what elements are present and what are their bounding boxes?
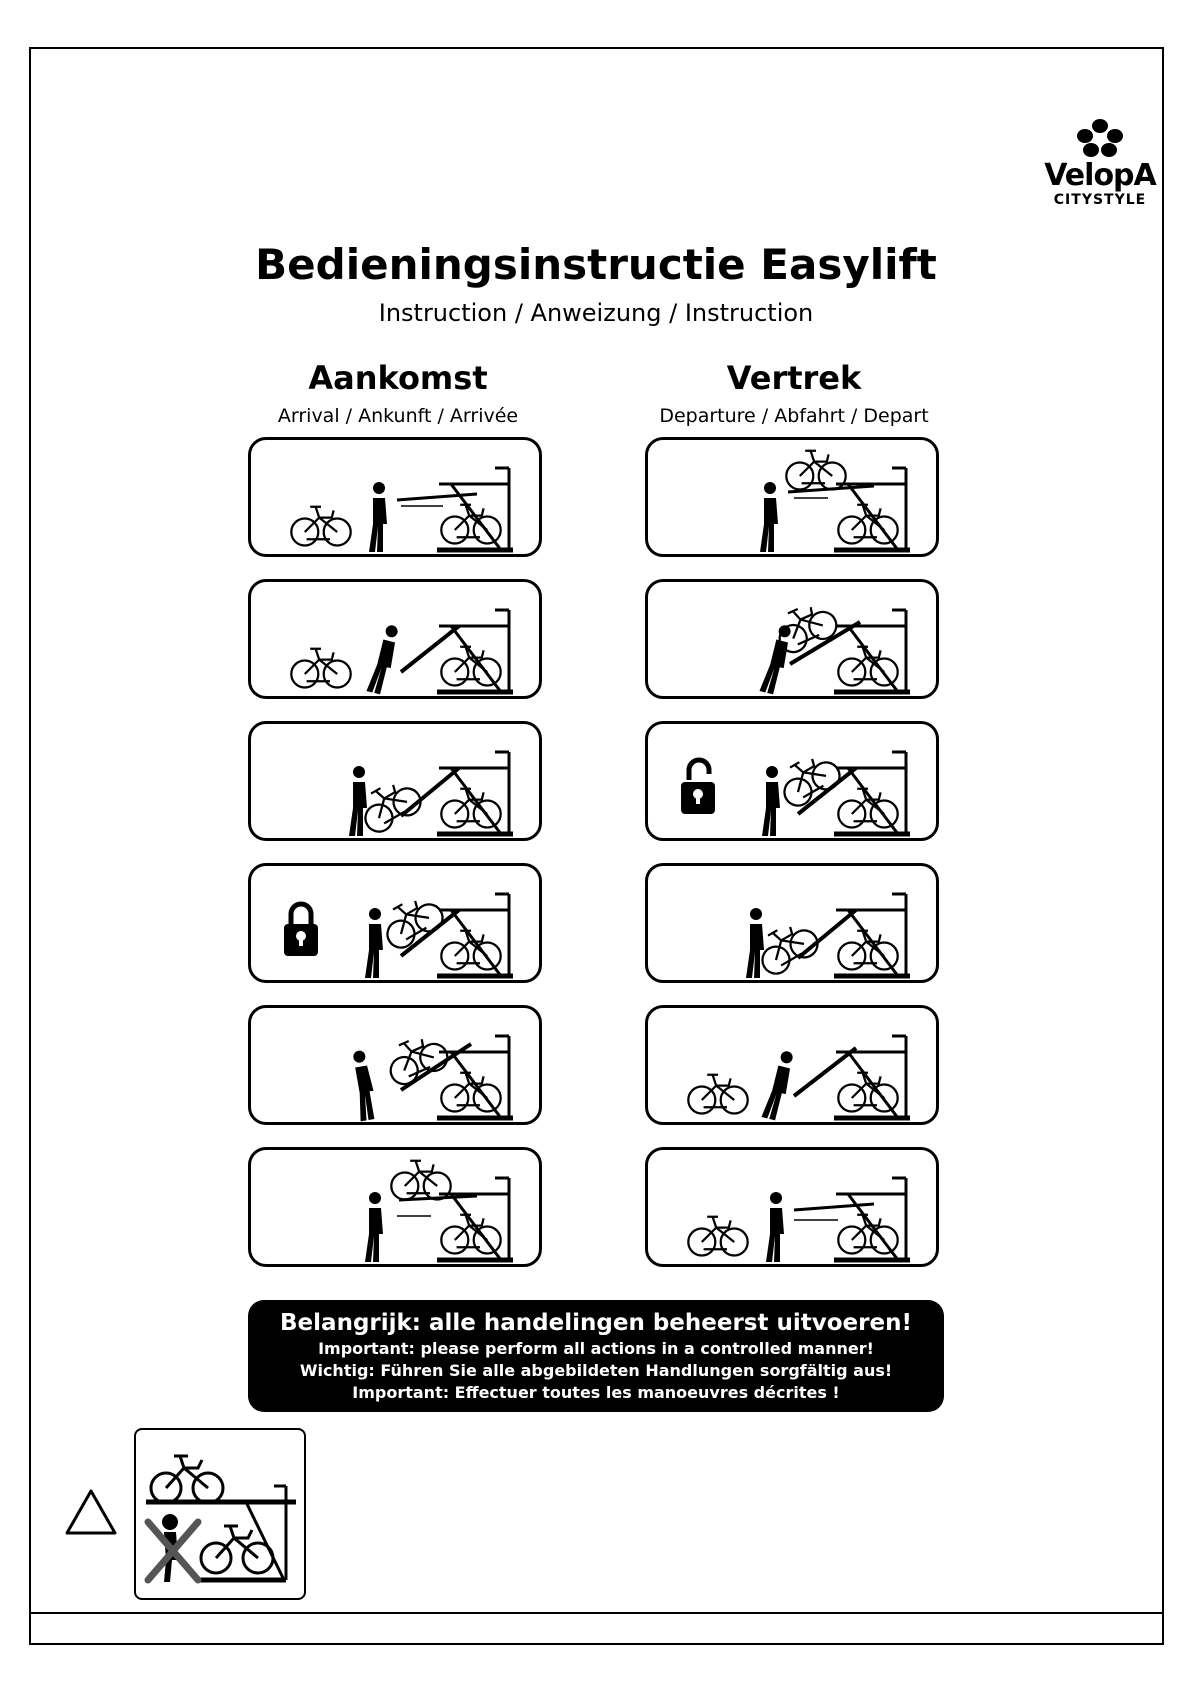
departure-step-5 xyxy=(645,1005,939,1125)
departure-heading: Vertrek xyxy=(726,359,862,397)
no-person-under-rack-pictogram xyxy=(134,1428,306,1600)
arrival-heading: Aankomst xyxy=(308,359,488,397)
raise-empty-rail-icon xyxy=(648,1008,936,1122)
notice-fr: Important: Effectuer toutes les manoeuvres décrites ! xyxy=(352,1383,840,1402)
arrival-step-4 xyxy=(248,863,542,983)
departure-step-3 xyxy=(645,721,939,841)
push-rail-in-icon xyxy=(251,1150,539,1264)
arrival-step-6 xyxy=(248,1147,542,1267)
lower-rail-click-icon xyxy=(648,582,936,696)
page-title: Bedieningsinstructie Easylift xyxy=(255,240,937,289)
notice-nl: Belangrijk: alle handelingen beheerst uitvoeren! xyxy=(280,1310,912,1336)
logo-name: VelopA xyxy=(1044,158,1156,193)
departure-header xyxy=(644,358,944,428)
departure-subheading: Departure / Abfahrt / Depart xyxy=(659,405,929,427)
pull-rail-out-icon xyxy=(648,440,936,554)
arrival-step-1 xyxy=(248,437,542,557)
arrival-header xyxy=(248,358,548,428)
departure-step-2 xyxy=(645,579,939,699)
no-person-under-rack-icon xyxy=(136,1430,308,1602)
warning-triangle-icon xyxy=(64,1488,118,1536)
velopa-logo xyxy=(1040,118,1160,208)
lift-rail-up-icon xyxy=(251,1008,539,1122)
arrival-step-3 xyxy=(248,721,542,841)
unlock-bike-icon xyxy=(648,724,936,838)
departure-step-6 xyxy=(645,1147,939,1267)
logo-tagline: CITYSTYLE xyxy=(1053,192,1147,208)
page-subtitle: Instruction / Anweizung / Instruction xyxy=(378,299,814,327)
pull-rail-out-icon xyxy=(251,440,539,554)
push-empty-rail-in-icon xyxy=(648,1150,936,1264)
departure-step-1 xyxy=(645,437,939,557)
departure-step-4 xyxy=(645,863,939,983)
lower-rail-click-icon xyxy=(251,582,539,696)
notice-de: Wichtig: Führen Sie alle abgebildeten Handlungen sorgfältig aus! xyxy=(299,1361,893,1380)
arrival-subheading: Arrival / Ankunft / Arrivée xyxy=(277,405,519,427)
flower-logo-icon xyxy=(1073,118,1127,158)
arrival-step-2 xyxy=(248,579,542,699)
safety-notice xyxy=(248,1300,944,1412)
footer-divider xyxy=(29,1612,1164,1614)
notice-en: Important: please perform all actions in a controlled manner! xyxy=(318,1339,874,1358)
lock-bike-icon xyxy=(251,866,539,980)
place-bike-on-rail-icon xyxy=(251,724,539,838)
arrival-step-5 xyxy=(248,1005,542,1125)
remove-bike-icon xyxy=(648,866,936,980)
